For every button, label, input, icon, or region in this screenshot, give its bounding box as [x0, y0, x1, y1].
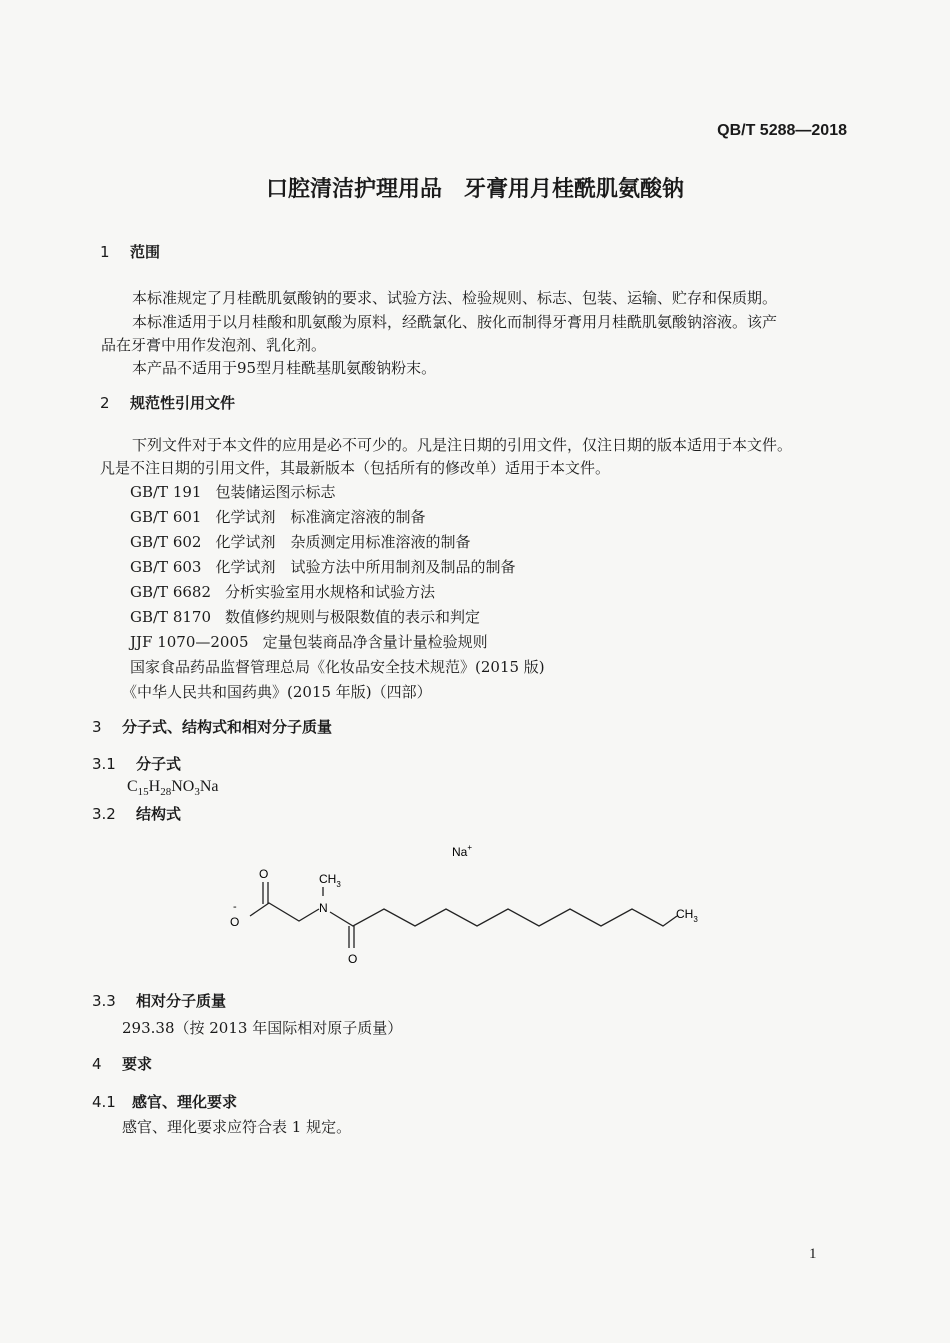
section-1-paragraph-1: 本标准规定了月桂酰肌氨酸钠的要求、试验方法、检验规则、标志、包装、运输、贮存和保质期。 — [132, 289, 778, 307]
section-title: 范围 — [130, 243, 161, 261]
standard-code: QB/T 5288—2018 — [717, 122, 847, 139]
page-number: 1 — [809, 1246, 817, 1262]
reference-item: 《中华人民共和国药典》(2015 年版)（四部） — [122, 683, 432, 701]
reference-item: 国家食品药品监督管理总局《化妆品安全技术规范》(2015 版) — [130, 658, 545, 676]
carbonyl-oxygen-label: O — [259, 867, 269, 881]
section-3-heading — [92, 716, 332, 737]
methyl-label: $CH_3$ — [319, 872, 341, 889]
section-number: 3 — [92, 718, 102, 736]
reference-item: JJF 1070—2005 定量包装商品净含量计量检验规则 — [130, 633, 488, 651]
section-title: 要求 — [122, 1055, 153, 1073]
subsection-4-1-heading: 4.1 感官、理化要求 — [92, 1093, 238, 1111]
section-4-heading — [92, 1053, 152, 1074]
section-1-heading — [100, 241, 160, 262]
section-2-heading — [100, 392, 235, 413]
section-number: 2 — [100, 394, 110, 412]
reference-item: GB/T 603 化学试剂 试验方法中所用制剂及制品的制备 — [130, 558, 516, 576]
subsection-3-1-heading: 3.1 分子式 — [92, 755, 182, 773]
amide-oxygen-label: O — [348, 952, 358, 966]
reference-item: GB/T 6682 分析实验室用水规格和试验方法 — [130, 583, 436, 601]
relative-molecular-mass: 293.38（按 2013 年国际相对原子质量） — [122, 1019, 403, 1037]
section-2-paragraph-1-cont: 凡是不注日期的引用文件，其最新版本（包括所有的修改单）适用于本文件。 — [100, 459, 611, 477]
section-1-paragraph-2: 本标准适用于以月桂酸和肌氨酸为原料，经酰氯化、胺化而制得牙膏用月桂酰肌氨酸钠溶液。该产 — [132, 313, 778, 331]
section-number: 4 — [92, 1055, 102, 1073]
document-title: 口腔清洁护理用品 牙膏用月桂酰肌氨酸钠 — [265, 177, 684, 202]
lauroyl-chain-bond — [330, 909, 677, 926]
section-title: 规范性引用文件 — [130, 394, 236, 412]
reference-item: GB/T 191 包装储运图示标志 — [130, 483, 336, 501]
section-2-paragraph-1: 下列文件对于本文件的应用是必不可少的。凡是注日期的引用文件，仅注日期的版本适用于本文件。 — [132, 436, 793, 454]
section-1-paragraph-2-cont: 品在牙膏中用作发泡剂、乳化剂。 — [101, 336, 327, 354]
nitrogen-label: N — [319, 901, 328, 915]
charge-sign: - — [233, 901, 237, 913]
section-4-paragraph-1: 感官、理化要求应符合表 1 规定。 — [122, 1118, 352, 1136]
subsection-3-2-heading: 3.2 结构式 — [92, 805, 182, 823]
section-number: 1 — [100, 243, 110, 261]
section-1-paragraph-3: 本产品不适用于95型月桂酰基肌氨酸钠粉末。 — [132, 359, 437, 377]
subsection-3-3-heading: 3.3 相对分子质量 — [92, 992, 227, 1010]
skeletal-bonds — [250, 882, 677, 948]
reference-item: GB/T 8170 数值修约规则与极限数值的表示和判定 — [130, 608, 481, 626]
reference-item: GB/T 602 化学试剂 杂质测定用标准溶液的制备 — [130, 533, 471, 551]
structural-formula — [210, 830, 720, 980]
reference-item: GB/T 601 化学试剂 标准滴定溶液的制备 — [130, 508, 426, 526]
sodium-cation: Na+ — [452, 843, 473, 859]
carboxylate-oxygen-label: O — [230, 915, 240, 929]
section-title: 分子式、结构式和相对分子质量 — [122, 718, 333, 736]
terminal-methyl-label: $CH_3$ — [676, 907, 698, 924]
carboxyl-chain-bond — [250, 903, 319, 921]
molecular-formula: $C_{15}H_{28}NO_3Na$ — [127, 778, 219, 799]
